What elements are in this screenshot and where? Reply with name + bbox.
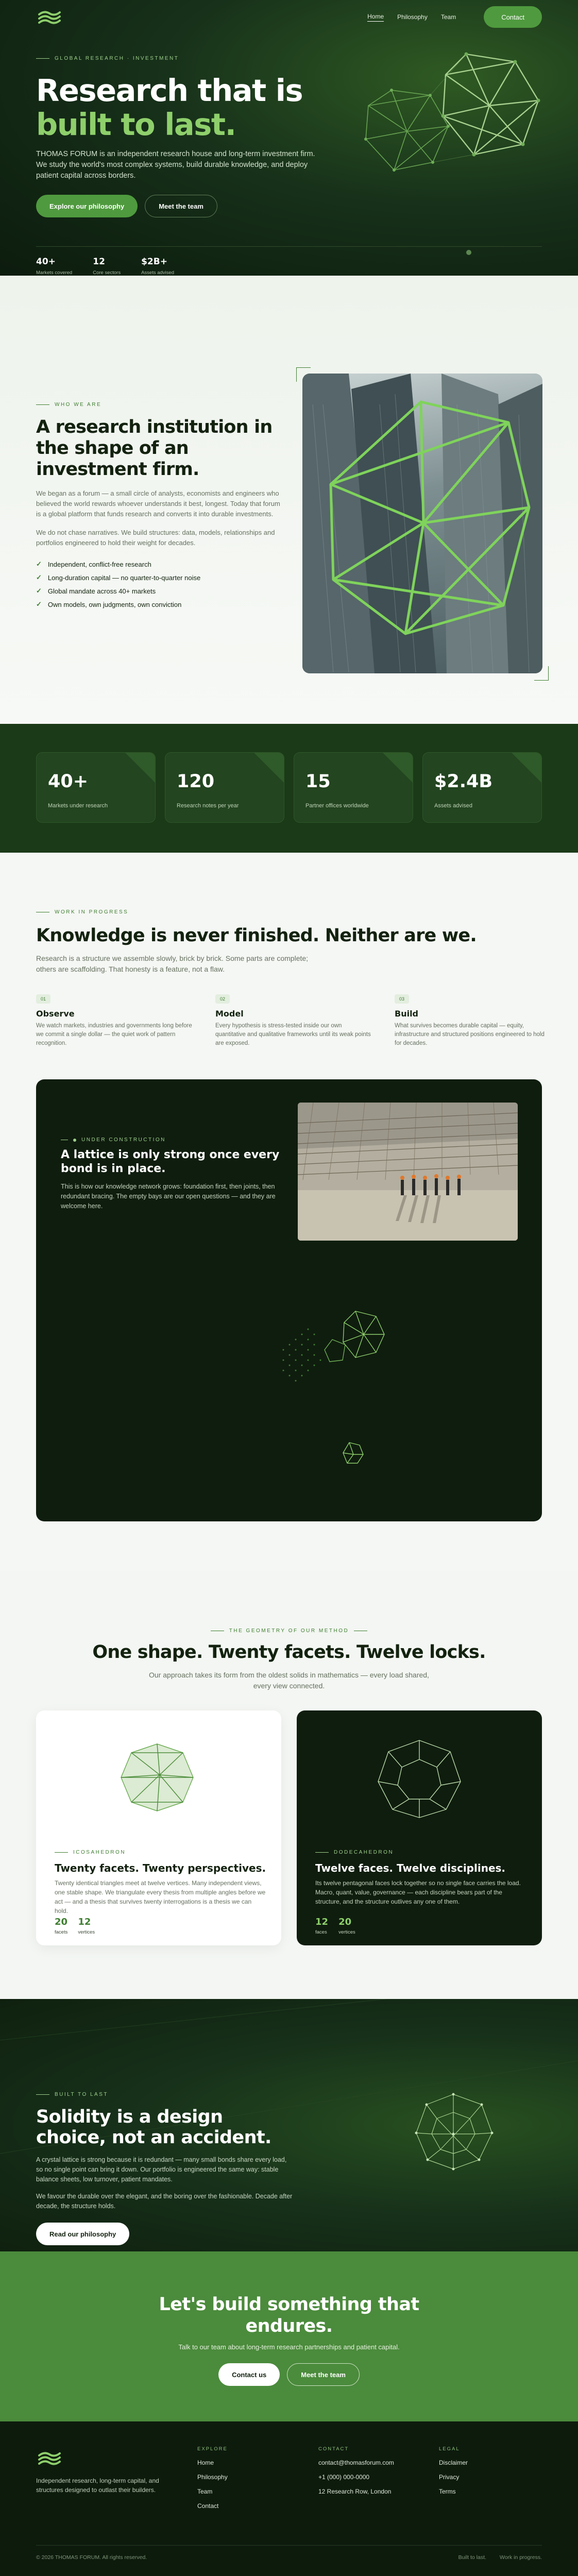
building-lattice-illustration bbox=[302, 374, 542, 673]
footer-heading: EXPLORE bbox=[197, 2446, 228, 2452]
check-icon: ✓ bbox=[36, 573, 42, 581]
nav-contact-button[interactable]: Contact bbox=[484, 6, 542, 28]
check-item bbox=[36, 571, 283, 584]
step-title: Model bbox=[215, 1009, 244, 1019]
geometry-header bbox=[0, 1628, 578, 1691]
stat-value: 12 bbox=[315, 1917, 329, 1927]
skyscraper-photo bbox=[302, 374, 542, 673]
icosahedron-title: Twenty facets. Twenty perspectives. bbox=[55, 1862, 266, 1874]
read-philosophy-button[interactable]: Read our philosophy bbox=[36, 2223, 129, 2245]
nav-links bbox=[367, 6, 542, 28]
stat-label: vertices bbox=[338, 1929, 355, 1935]
dodecahedron-card bbox=[297, 1710, 542, 1945]
about-checklist bbox=[36, 557, 283, 611]
footer-email-link[interactable]: contact@thomasforum.com bbox=[318, 2459, 394, 2466]
check-item bbox=[36, 557, 283, 571]
step-text: We watch markets, industries and governments long before we commit a single dollar — the quiet work of pattern recognition. bbox=[36, 1023, 192, 1046]
hero-actions bbox=[36, 195, 325, 217]
geometry-eyebrow bbox=[0, 1628, 578, 1634]
stat-card-label: Partner offices worldwide bbox=[305, 803, 369, 809]
meet-team-button[interactable]: Meet the team bbox=[145, 195, 217, 217]
stat-card-label: Assets advised bbox=[434, 803, 472, 809]
solidity-eyebrow bbox=[36, 2092, 294, 2097]
hero-description: THOMAS FORUM is an independent research house and long-term investment firm. We study the world's most complex systems, build durable knowledge, and deploy patient capital across borders. bbox=[36, 150, 315, 180]
construction-eyebrow bbox=[61, 1137, 293, 1143]
solidity-copy bbox=[36, 2092, 294, 2245]
method-step bbox=[36, 994, 194, 1048]
geometry-eyebrow-text: THE GEOMETRY OF OUR METHOD bbox=[229, 1628, 349, 1634]
cta-title: Let's build something that endures. bbox=[159, 2294, 419, 2336]
footer-description: Independent research, long-term capital, and structures designed to outlast their builders. bbox=[36, 2477, 159, 2494]
hero-title-line2: built to last. bbox=[36, 107, 236, 142]
footer-link-terms[interactable]: Terms bbox=[439, 2488, 456, 2495]
icosahedron-stat bbox=[55, 1917, 67, 1935]
dodecahedron-text: Its twelve pentagonal faces lock together so no single face carries the load. Macro, quant, value, governance — each discipline bears part of the structure, and the structure outlives any one of them. bbox=[315, 1879, 521, 1905]
hero-stat bbox=[36, 257, 72, 276]
stat-label: Core sectors bbox=[93, 270, 121, 276]
check-item bbox=[36, 584, 283, 598]
construction-site-photo bbox=[298, 1103, 518, 1241]
footer-address: 12 Research Row, London bbox=[318, 2488, 392, 2495]
about-copy bbox=[36, 402, 283, 611]
top-nav bbox=[36, 7, 542, 27]
stat-card-value: 120 bbox=[177, 771, 215, 792]
hero-title-line1: Research that is bbox=[36, 73, 303, 108]
footer-taglines bbox=[458, 2554, 542, 2561]
construction-card bbox=[36, 1079, 542, 1521]
stat-value: 12 bbox=[93, 257, 105, 267]
check-item bbox=[36, 598, 283, 611]
tagline-progress: Work in progress. bbox=[499, 2554, 542, 2561]
stat-card-label: Markets under research bbox=[48, 803, 108, 809]
footer-link-disclaimer[interactable]: Disclaimer bbox=[439, 2459, 468, 2466]
copyright: © 2026 THOMAS FORUM. All rights reserved. bbox=[36, 2554, 147, 2561]
footer-legal bbox=[439, 2446, 468, 2495]
cta-section bbox=[0, 2251, 578, 2421]
dodecahedron-stat bbox=[338, 1917, 355, 1935]
about-eyebrow bbox=[36, 402, 283, 408]
method-step bbox=[215, 994, 373, 1048]
about-eyebrow-text: WHO WE ARE bbox=[55, 402, 102, 408]
footer bbox=[0, 2421, 578, 2576]
hero-eyebrow bbox=[36, 56, 325, 61]
footer-link-team[interactable]: Team bbox=[197, 2488, 213, 2495]
icosahedron-stat bbox=[78, 1917, 95, 1935]
stat-value: 12 bbox=[78, 1917, 91, 1927]
about-paragraph: We began as a forum — a small circle of analysts, economists and engineers who believed the world rewards whoever understands it best, longest. Today that forum is a global platform that funds research and converts it into durable investments. bbox=[36, 489, 280, 518]
explore-philosophy-button[interactable]: Explore our philosophy bbox=[36, 195, 138, 217]
check-text: Independent, conflict-free research bbox=[47, 560, 151, 568]
footer-link-contact[interactable]: Contact bbox=[197, 2502, 219, 2510]
footer-divider bbox=[36, 2545, 542, 2546]
step-title: Build bbox=[395, 1009, 419, 1019]
stat-card bbox=[422, 752, 542, 823]
method-steps bbox=[36, 994, 552, 1048]
solidity-title: Solidity is a design choice, not an accident. bbox=[36, 2107, 271, 2148]
nav-link-team[interactable]: Team bbox=[440, 13, 456, 21]
stat-card-value: 40+ bbox=[48, 771, 89, 792]
construction-text: This is how our knowledge network grows: foundation first, then joints, then redundant bracing. The empty bays are our open questions — and they are welcome here. bbox=[61, 1183, 276, 1210]
progress-description: Research is a structure we assemble slowly, brick by brick. Some parts are complete; others are scaffolding. That honesty is a feature, not a flaw. bbox=[36, 954, 309, 973]
footer-heading: LEGAL bbox=[439, 2446, 460, 2452]
dodecahedron-eyebrow bbox=[315, 1850, 394, 1855]
icosahedron-eyebrow bbox=[55, 1850, 126, 1855]
construction-copy bbox=[61, 1137, 293, 1211]
stat-value: 20 bbox=[55, 1917, 68, 1927]
solidity-paragraph: A crystal lattice is strong because it is redundant — many small bonds share every load, so no single point can bring it down. Our portfolio is engineered the same way: stable balance sheets, low turnover, patient mandates. bbox=[36, 2156, 287, 2183]
dodecahedron-stat bbox=[315, 1917, 328, 1935]
progress-header bbox=[36, 909, 479, 975]
construction-title: A lattice is only strong once every bond is in place. bbox=[61, 1148, 280, 1175]
check-icon: ✓ bbox=[36, 587, 42, 595]
check-text: Long-duration capital — no quarter-to-quarter noise bbox=[47, 573, 201, 582]
hero-stat bbox=[93, 257, 121, 276]
footer-link-home[interactable]: Home bbox=[197, 2459, 214, 2466]
cta-actions bbox=[0, 2363, 578, 2386]
cta-meet-team-button[interactable]: Meet the team bbox=[287, 2363, 360, 2386]
icosahedron-card bbox=[36, 1710, 281, 1945]
stat-label: faces bbox=[315, 1929, 327, 1935]
stat-card bbox=[165, 752, 284, 823]
step-badge: 01 bbox=[36, 994, 50, 1004]
tagline-built: Built to last. bbox=[458, 2554, 486, 2561]
solidity-eyebrow-text: BUILT TO LAST bbox=[55, 2092, 109, 2097]
solidity-section bbox=[0, 1999, 578, 2251]
footer-explore bbox=[197, 2446, 228, 2510]
construction-site-illustration bbox=[298, 1103, 518, 1241]
dodecahedron-stats bbox=[315, 1917, 355, 1935]
geometry-title: One shape. Twenty facets. Twelve locks. bbox=[92, 1642, 486, 1663]
wireframe-icosahedron-icon bbox=[36, 1710, 281, 1844]
logo-stripes-icon[interactable] bbox=[36, 9, 63, 25]
cta-description: Talk to our team about long-term research partnerships and patient capital. bbox=[178, 2343, 400, 2351]
check-icon: ✓ bbox=[36, 600, 42, 608]
cta-content bbox=[0, 2294, 578, 2386]
nav-link-home[interactable]: Home bbox=[367, 13, 384, 22]
stat-value: $2B+ bbox=[141, 257, 167, 267]
contact-us-button[interactable]: Contact us bbox=[218, 2363, 280, 2386]
progress-eyebrow-text: WORK IN PROGRESS bbox=[55, 909, 129, 915]
stat-card bbox=[36, 752, 156, 823]
icosahedron-stats bbox=[55, 1917, 95, 1935]
about-paragraph: We do not chase narratives. We build structures: data, models, relationships and portfolios engineered to hold their weight for decades. bbox=[36, 529, 275, 547]
wireframe-dodecahedron-icon bbox=[297, 1710, 542, 1844]
footer-phone-link[interactable]: +1 (000) 000-0000 bbox=[318, 2473, 370, 2481]
progress-title: Knowledge is never finished. Neither are we. bbox=[36, 925, 477, 946]
about-title: A research institution in the shape of an investment firm. bbox=[36, 417, 273, 480]
stat-card-value: $2.4B bbox=[434, 771, 493, 792]
footer-contact bbox=[318, 2446, 394, 2495]
hero-copy bbox=[36, 56, 325, 217]
step-text: Every hypothesis is stress-tested inside our own quantitative and qualitative frameworks until its weak points are exposed. bbox=[215, 1023, 371, 1046]
stat-card-label: Research notes per year bbox=[177, 803, 239, 809]
dodecahedron-title: Twelve faces. Twelve disciplines. bbox=[315, 1862, 506, 1874]
icosahedron-text: Twenty identical triangles meet at twelve vertices. Many independent views, one stable shape. We triangulate every thesis from multiple angles before we act — and a thesis that survives twenty interrogations is a thesis we can hold. bbox=[55, 1879, 266, 1914]
solidity-paragraph: We favour the durable over the elegant, and the boring over the fashionable. Decade after decade, the structure holds. bbox=[36, 2193, 293, 2210]
hero-section bbox=[0, 0, 578, 276]
hero-stat bbox=[141, 257, 174, 276]
hero-eyebrow-text: GLOBAL RESEARCH · INVESTMENT bbox=[55, 56, 179, 61]
stat-label: facets bbox=[55, 1929, 68, 1935]
step-badge: 02 bbox=[215, 994, 230, 1004]
dodecahedron-eyebrow-text: DODECAHEDRON bbox=[334, 1850, 394, 1855]
nav-link-philosophy[interactable]: Philosophy bbox=[397, 13, 428, 21]
footer-logo-stripes-icon[interactable] bbox=[36, 2450, 63, 2466]
geometry-description: Our approach takes its form from the oldest solids in mathematics — every load shared, every view connected. bbox=[149, 1671, 429, 1690]
step-title: Observe bbox=[36, 1009, 75, 1019]
stat-label: Assets advised bbox=[141, 270, 174, 276]
construction-eyebrow-text: UNDER CONSTRUCTION bbox=[81, 1137, 166, 1143]
footer-link-privacy[interactable]: Privacy bbox=[439, 2473, 460, 2481]
about-section bbox=[0, 276, 578, 724]
hero-title bbox=[36, 74, 325, 142]
check-text: Own models, own judgments, own conviction bbox=[47, 600, 182, 608]
check-icon: ✓ bbox=[36, 560, 42, 568]
step-text: What survives becomes durable capital — equity, infrastructure and structured positions engineered to hold for decades. bbox=[395, 1023, 545, 1046]
stat-card bbox=[294, 752, 413, 823]
progress-section bbox=[0, 853, 578, 1571]
step-badge: 03 bbox=[395, 994, 409, 1004]
footer-heading: CONTACT bbox=[318, 2446, 349, 2452]
stat-label: Markets covered bbox=[36, 270, 73, 276]
footer-bottom bbox=[36, 2554, 542, 2561]
stat-value: 20 bbox=[338, 1917, 352, 1927]
hero-divider bbox=[36, 246, 542, 247]
hero-stats bbox=[36, 257, 174, 276]
stats-band bbox=[0, 724, 578, 853]
progress-eyebrow bbox=[36, 909, 479, 915]
stat-label: vertices bbox=[78, 1929, 95, 1935]
footer-link-philosophy[interactable]: Philosophy bbox=[197, 2473, 228, 2481]
check-text: Global mandate across 40+ markets bbox=[47, 587, 156, 595]
stat-value: 40+ bbox=[36, 257, 56, 267]
geometry-section bbox=[0, 1571, 578, 1999]
method-step bbox=[395, 994, 552, 1048]
icosahedron-eyebrow-text: ICOSAHEDRON bbox=[73, 1850, 126, 1855]
stat-card-value: 15 bbox=[305, 771, 331, 792]
